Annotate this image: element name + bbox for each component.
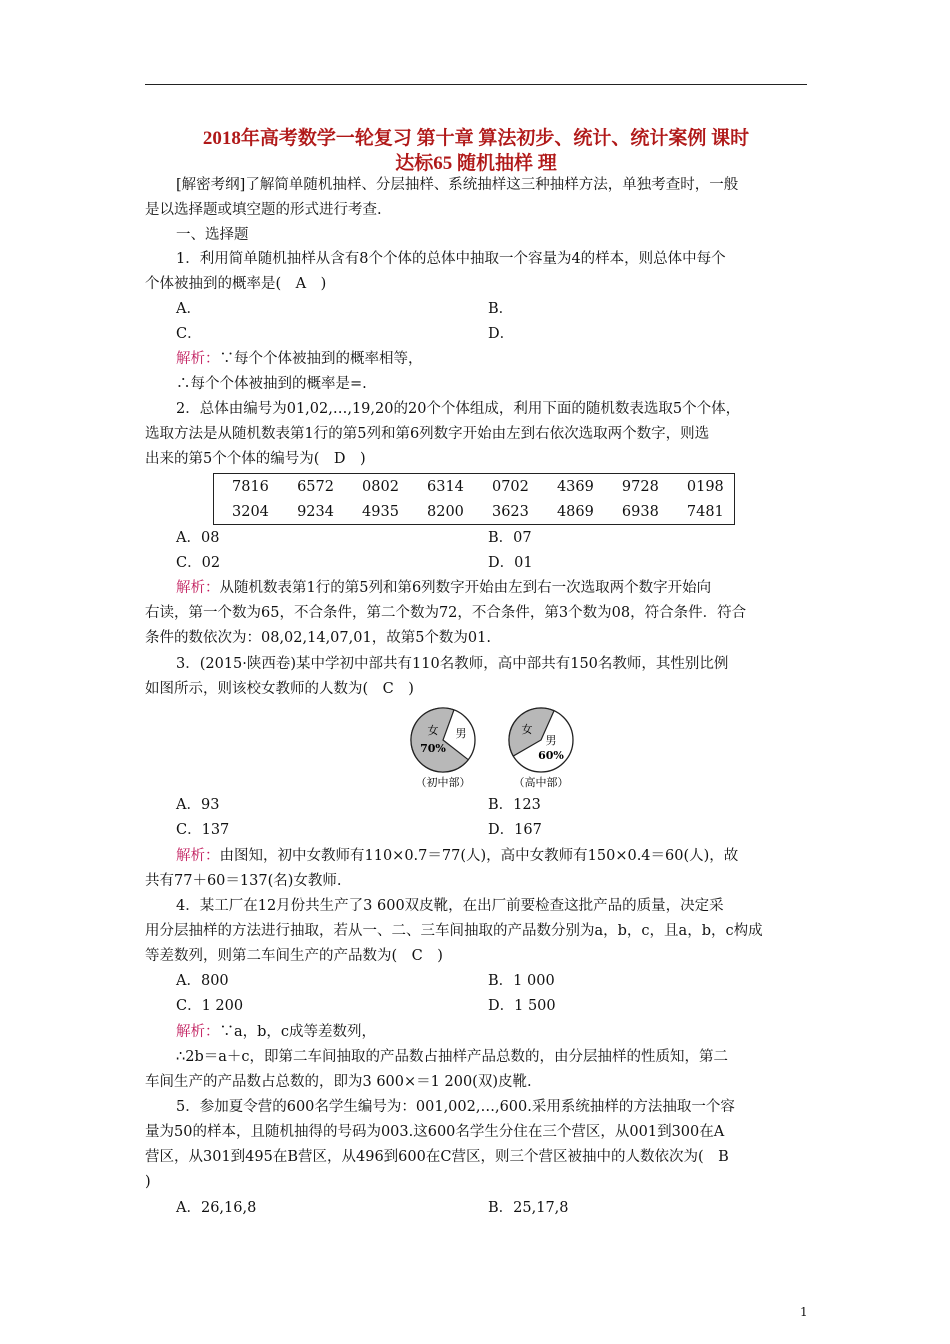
option-a: A．26,16,8 xyxy=(176,1200,257,1216)
analysis-label: 解析： xyxy=(176,351,220,367)
option-d: D． xyxy=(488,326,515,342)
page-number: 1 xyxy=(800,1305,808,1319)
analysis-3 xyxy=(176,846,738,866)
analysis-text: ∵a，b，c成等差数列， xyxy=(219,1024,377,1040)
pie-label-female: 女 xyxy=(521,723,533,736)
question-3-text: 3．(2015·陕西卷)某中学初中部共有110名教师，高中部共有150名教师，其性别比例 xyxy=(176,656,729,672)
table-cell: 7481 xyxy=(686,503,724,520)
analysis-text: 条件的数依次为：08,02,14,07,01，故第5个数为01. xyxy=(145,630,491,646)
option-d: D．1 500 xyxy=(488,998,556,1014)
page-title-line1: 2018年高考数学一轮复习 第十章 算法初步、统计、统计案例 课时 xyxy=(202,128,750,149)
question-4-text: 4．某工厂在12月份共生产了3 600双皮靴，在出厂前要检查这批产品的质量，决定采 xyxy=(176,898,724,914)
option-b: B．25,17,8 xyxy=(488,1200,569,1216)
table-cell: 3623 xyxy=(491,503,529,520)
option-b: B．123 xyxy=(488,797,541,813)
table-cell: 6314 xyxy=(427,478,464,495)
question-1-text: 1．利用简单随机抽样从含有8个个体的总体中抽取一个容量为4的样本，则总体中每个 xyxy=(176,251,726,267)
question-2-text: 选取方法是从随机数表第1行的第5列和第6列数字开始由左到右依次选取两个数字，则选 xyxy=(145,426,710,442)
table-cell: 6572 xyxy=(297,478,334,495)
analysis-4 xyxy=(176,1022,376,1042)
question-5-text: 量为50的样本，且随机抽得的号码为003.这600名学生分住在三个营区，从001到300在A xyxy=(145,1124,725,1140)
analysis-1 xyxy=(176,349,423,369)
option-c: C． xyxy=(176,326,202,342)
page-title-line2: 达标65 随机抽样 理 xyxy=(395,153,557,174)
pie-label-percent: 70% xyxy=(420,742,446,755)
question-2-text: 出来的第5个个体的编号为( D ) xyxy=(145,451,366,467)
option-c: C．1 200 xyxy=(176,998,244,1014)
option-b: B．1 000 xyxy=(488,973,555,989)
analysis-2 xyxy=(176,578,711,598)
table-cell: 0802 xyxy=(362,478,399,495)
pie-junior xyxy=(411,708,475,772)
table-cell: 9728 xyxy=(621,478,659,495)
table-row xyxy=(214,474,735,500)
option-d: D．01 xyxy=(488,555,533,571)
option-b: B． xyxy=(488,301,514,317)
table-cell: 0702 xyxy=(491,478,529,495)
question-5-text: 营区，从301到495在B营区，从496到600在C营区，则三个营区被抽中的人数依次为( B xyxy=(145,1149,729,1165)
analysis-label: 解析： xyxy=(176,1024,220,1040)
table-cell: 9234 xyxy=(297,503,334,520)
analysis-label: 解析： xyxy=(176,580,220,596)
pie-senior xyxy=(509,708,573,772)
table-cell: 0198 xyxy=(686,478,724,495)
question-4-text: 等差数列，则第二车间生产的产品数为( C ) xyxy=(145,948,443,964)
table-row xyxy=(214,499,735,525)
option-a: A． xyxy=(176,301,201,317)
intro-line: [解密考纲]了解简单随机抽样、分层抽样、系统抽样这三种抽样方法，单独考查时，一般 xyxy=(176,177,739,193)
pie-label-percent: 60% xyxy=(538,749,564,762)
analysis-text: 从随机数表第1行的第5列和第6列数字开始由左到右一次选取两个数字开始向 xyxy=(219,580,712,596)
question-1-text: 个体被抽到的概率是( A ) xyxy=(145,276,327,292)
table-cell: 4869 xyxy=(556,503,594,520)
option-c: C．137 xyxy=(176,822,230,838)
question-5-text: 5．参加夏令营的600名学生编号为：001,002,…,600.采用系统抽样的方法抽取一个容 xyxy=(176,1099,735,1115)
analysis-text: 共有77＋60＝137(名)女教师. xyxy=(145,873,342,889)
header-rule xyxy=(145,84,807,85)
analysis-text: 由图知，初中女教师有110×0.7＝77(人)，高中女教师有150×0.4＝60(人)，故 xyxy=(219,848,739,864)
question-2-text: 2．总体由编号为01,02,…,19,20的20个个体组成，利用下面的随机数表选取5个个体， xyxy=(176,401,741,417)
section-heading: 一、选择题 xyxy=(176,227,249,243)
option-a: A．93 xyxy=(176,797,220,813)
analysis-text: ∴每个个体被抽到的概率是=. xyxy=(176,376,367,392)
question-3-text: 如图所示，则该校女教师的人数为( C ) xyxy=(145,681,414,697)
pie-label-male: 男 xyxy=(455,727,467,740)
question-5-text: ) xyxy=(145,1174,151,1190)
question-4-text: 用分层抽样的方法进行抽取，若从一、二、三车间抽取的产品数分别为a，b，c，且a，b，c构成 xyxy=(145,923,763,939)
analysis-text: 车间生产的产品数占总数的，即为3 600×＝1 200(双)皮靴. xyxy=(145,1074,532,1090)
table-cell: 6938 xyxy=(621,503,659,520)
analysis-text: ∵每个个体被抽到的概率相等， xyxy=(219,351,423,367)
option-d: D．167 xyxy=(488,822,542,838)
table-cell: 7816 xyxy=(232,478,269,495)
pie-label-female: 女 xyxy=(427,724,439,737)
pie-label-male: 男 xyxy=(545,734,557,747)
option-c: C．02 xyxy=(176,555,221,571)
table-cell: 4369 xyxy=(556,478,594,495)
table-cell: 4935 xyxy=(362,503,399,520)
pie-caption: （高中部） xyxy=(513,776,569,789)
analysis-label: 解析： xyxy=(176,848,220,864)
analysis-text: 右读，第一个数为65，不合条件，第二个数为72，不合条件，第3个数为08，符合条件．符合 xyxy=(145,605,747,621)
option-b: B．07 xyxy=(488,530,532,546)
gender-pie-charts xyxy=(405,702,585,792)
option-a: A．800 xyxy=(176,973,229,989)
analysis-text: ∴2b＝a＋c，即第二车间抽取的产品数占抽样产品总数的，由分层抽样的性质知，第二 xyxy=(176,1049,728,1065)
random-number-table xyxy=(213,473,735,525)
pie-caption: （初中部） xyxy=(415,776,471,789)
option-a: A．08 xyxy=(176,530,220,546)
table-cell: 3204 xyxy=(232,503,269,520)
table-cell: 8200 xyxy=(427,503,464,520)
intro-line: 是以选择题或填空题的形式进行考查. xyxy=(145,202,382,218)
